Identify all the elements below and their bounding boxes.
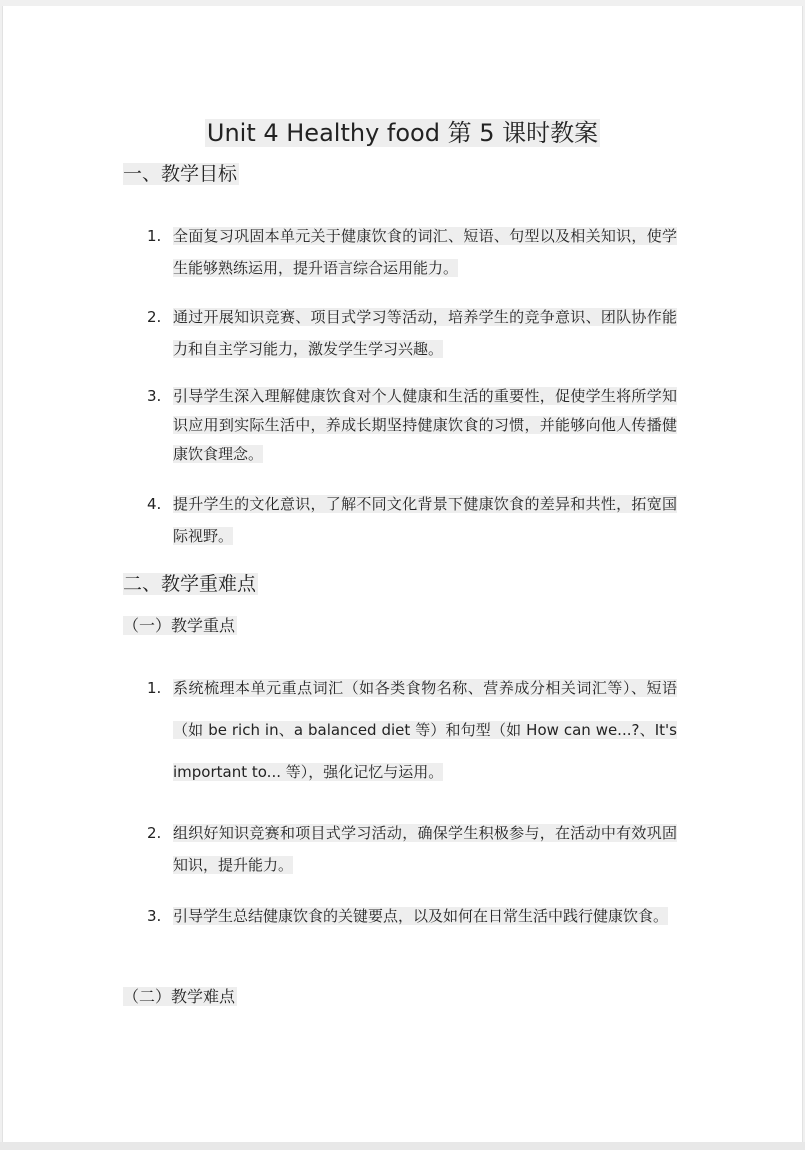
list-item: 3. 引导学生总结健康饮食的关键要点，以及如何在日常生活中践行健康饮食。 bbox=[147, 907, 669, 925]
list-item: 2. 组织好知识竞赛和项目式学习活动，确保学生积极参与，在活动中有效巩固知识，提升能力。 bbox=[147, 824, 677, 874]
list-item: 3. 引导学生深入理解健康饮食对个人健康和生活的重要性，促使学生将所学知识应用到实际生活中，养成长期坚持健康饮食的习惯，并能够向他人传播健康饮食理念。 bbox=[147, 387, 677, 463]
section-heading-objectives: 一、教学目标 bbox=[123, 163, 238, 185]
subsection-heading-focus: （一）教学重点 bbox=[123, 616, 236, 635]
list-item: 4. 提升学生的文化意识，了解不同文化背景下健康饮食的差异和共性，拓宽国际视野。 bbox=[147, 495, 677, 545]
subsection-heading-difficulty: （二）教学难点 bbox=[123, 987, 236, 1006]
list-item: 1. 全面复习巩固本单元关于健康饮食的词汇、短语、句型以及相关知识，使学生能够熟练运用，提升语言综合运用能力。 bbox=[147, 227, 677, 277]
section-heading-key-points: 二、教学重难点 bbox=[123, 573, 257, 595]
document-title: Unit 4 Healthy food 第 5 课时教案 bbox=[206, 119, 599, 147]
page-gap bbox=[0, 1142, 805, 1150]
document-page bbox=[2, 6, 803, 1142]
list-item: 2. 通过开展知识竞赛、项目式学习等活动，培养学生的竞争意识、团队协作能力和自主学习能力，激发学生学习兴趣。 bbox=[147, 308, 677, 358]
list-item: 1. 系统梳理本单元重点词汇（如各类食物名称、营养成分相关词汇等）、短语（如 be rich in、a balanced diet 等）和句型（如 How can we...?、It's important to... 等），强化记忆与运用。 bbox=[147, 679, 677, 781]
